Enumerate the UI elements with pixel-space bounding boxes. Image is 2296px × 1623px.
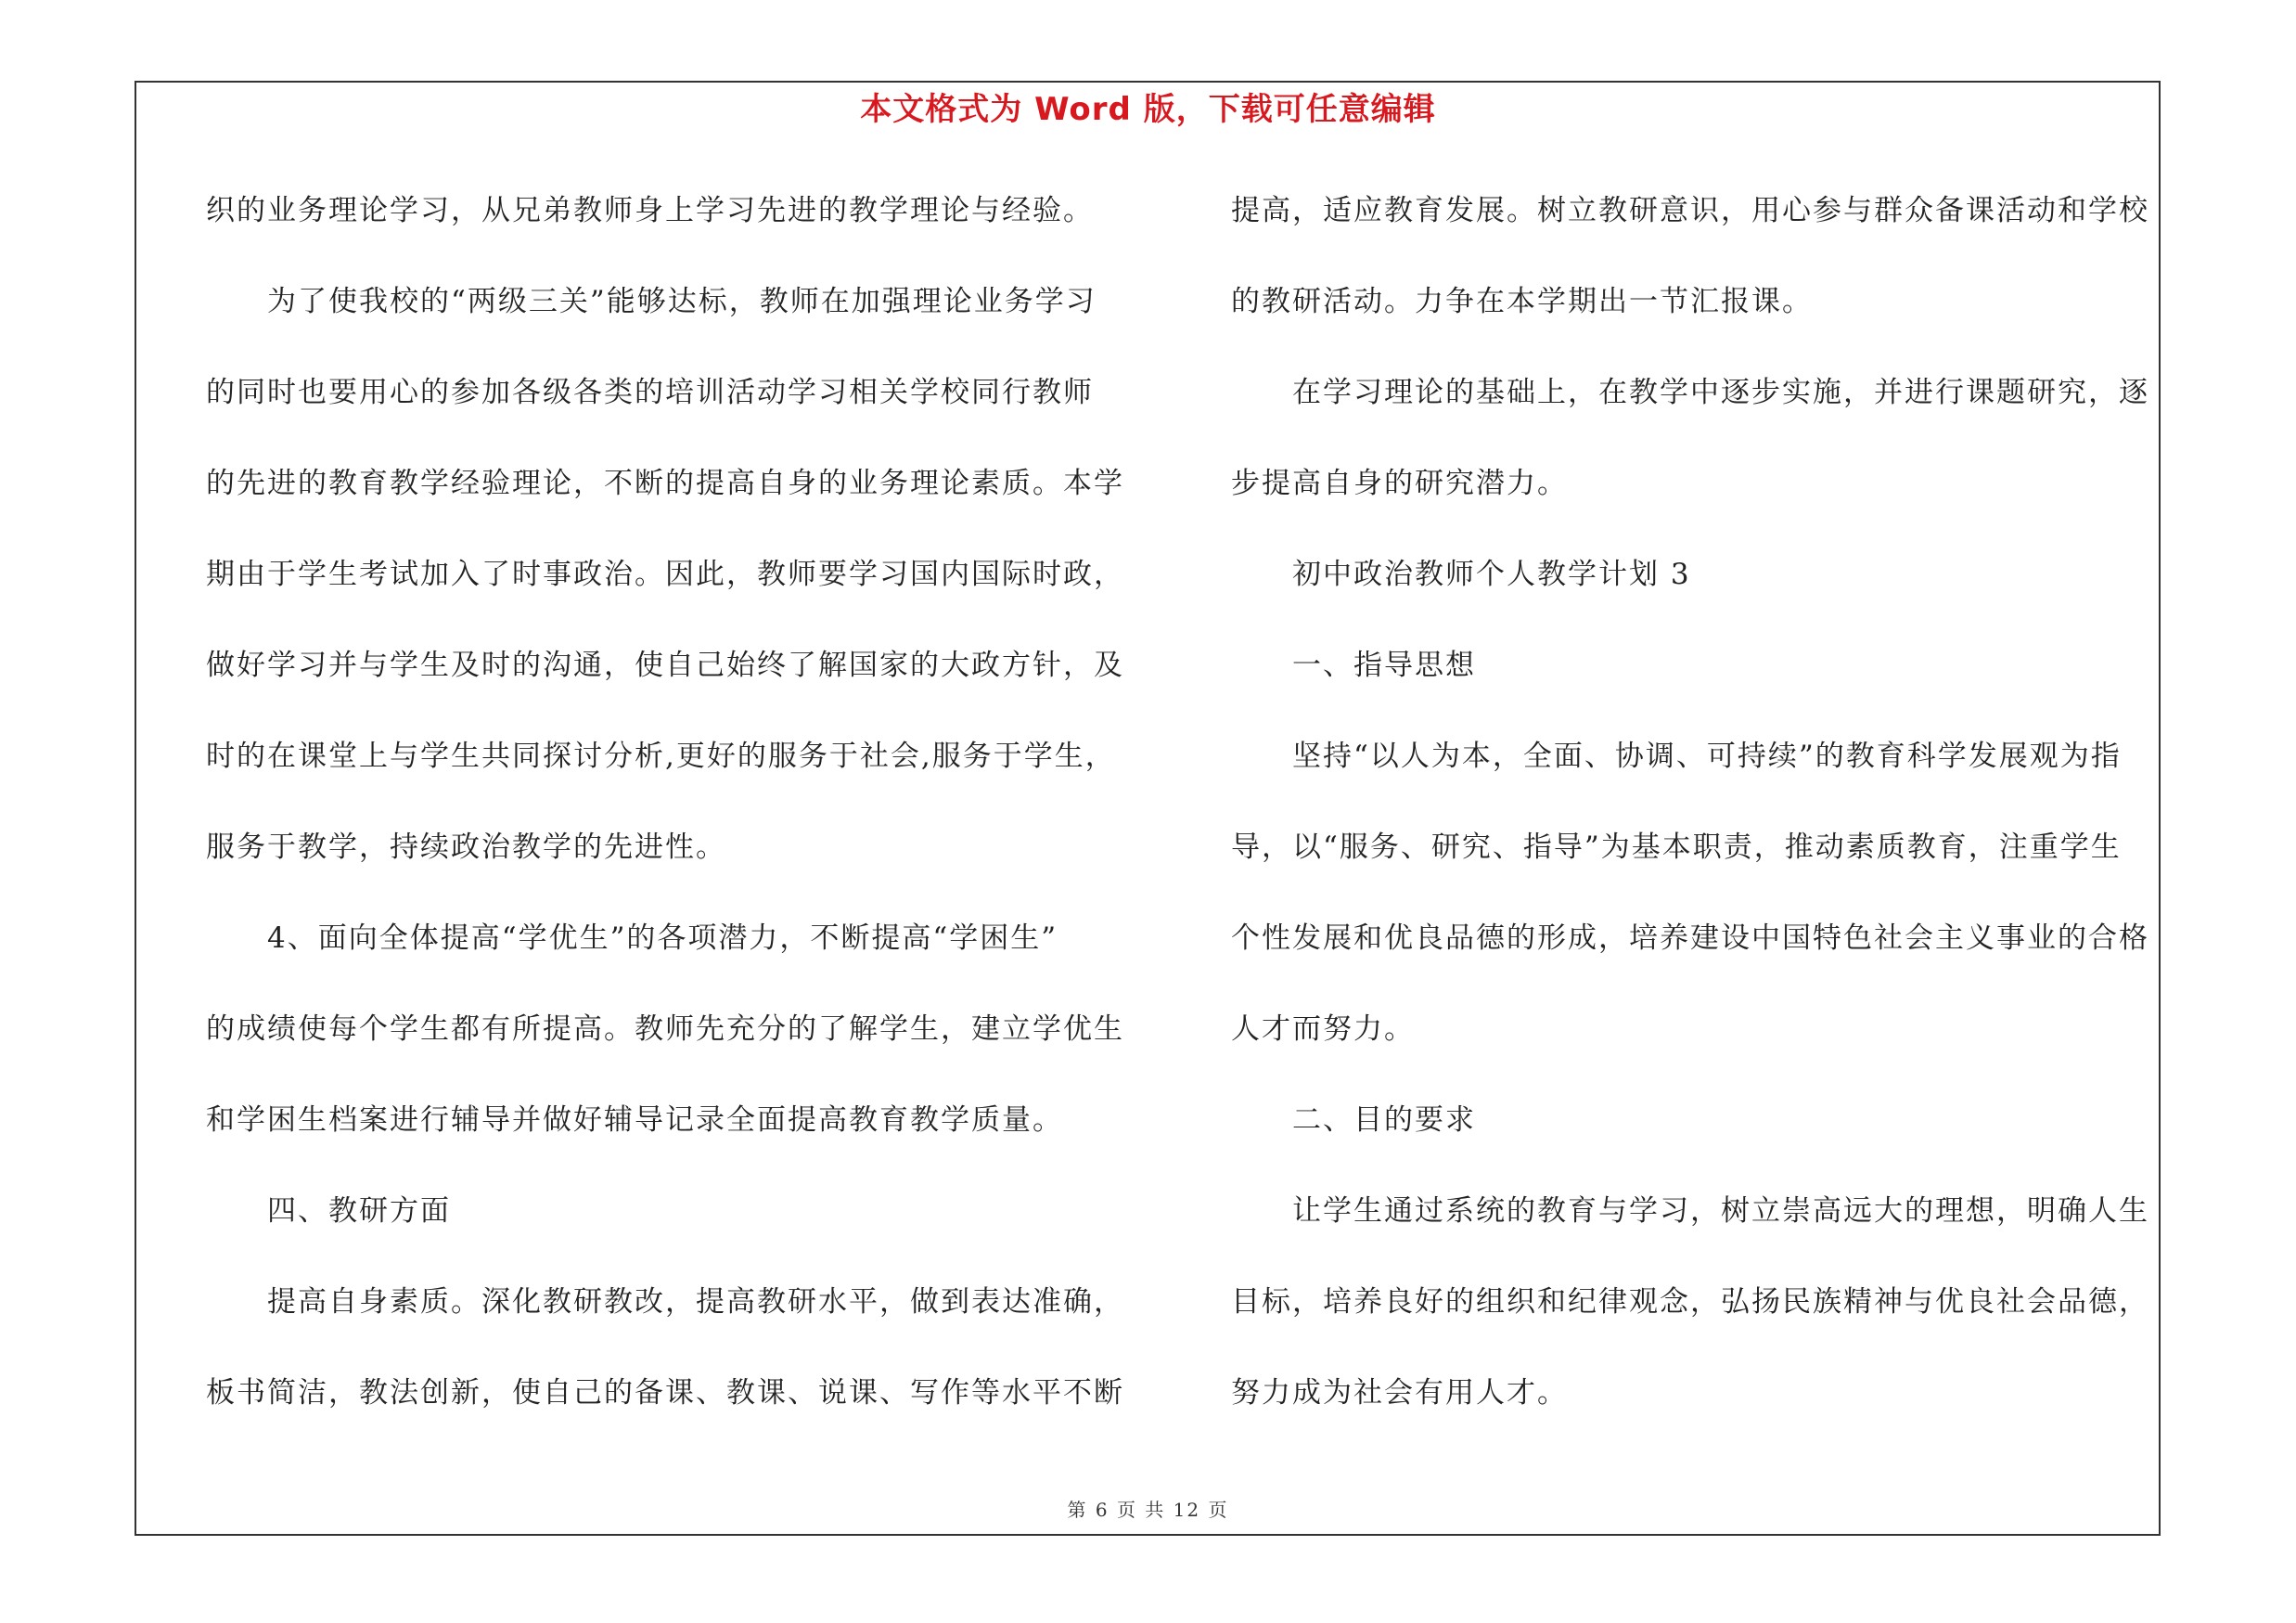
text-line: 和学困生档案进行辅导并做好辅导记录全面提高教育教学质量。 (206, 1103, 1063, 1137)
text-line: 时的在课堂上与学生共同探讨分析,更好的服务于社会,服务于学生， (206, 740, 1116, 773)
text-line: 导，以“服务、研究、指导”为基本职责，推动素质教育，注重学生 (1231, 831, 2122, 864)
text-line: 坚持“以人为本，全面、协调、可持续”的教育科学发展观为指 (1292, 740, 2122, 773)
page-number-footer: 第 6 页 共 12 页 (1067, 1499, 1229, 1521)
text-line: 提高自身素质。深化教研教改，提高教研水平，做到表达准确， (267, 1285, 1124, 1319)
text-line: 的教研活动。力争在本学期出一节汇报课。 (1231, 285, 1813, 318)
text-line: 服务于教学，持续政治教学的先进性。 (206, 831, 726, 864)
format-notice-banner: 本文格式为 Word 版，下载可任意编辑 (860, 91, 1436, 128)
text-line: 的先进的教育教学经验理论，不断的提高自身的业务理论素质。本学 (206, 467, 1124, 500)
text-line: 板书简洁，教法创新，使自己的备课、教课、说课、写作等水平不断 (206, 1376, 1124, 1410)
text-line: 的成绩使每个学生都有所提高。教师先充分的了解学生，建立学优生 (206, 1012, 1124, 1046)
text-line: 让学生通过系统的教育与学习，树立崇高远大的理想，明确人生 (1292, 1194, 2149, 1228)
text-line: 努力成为社会有用人才。 (1231, 1376, 1568, 1410)
text-line: 的同时也要用心的参加各级各类的培训活动学习相关学校同行教师 (206, 376, 1094, 409)
text-line: 二、目的要求 (1292, 1103, 1476, 1137)
text-line: 织的业务理论学习，从兄弟教师身上学习先进的教学理论与经验。 (206, 194, 1094, 227)
text-line: 期由于学生考试加入了时事政治。因此，教师要学习国内国际时政， (206, 558, 1124, 591)
text-line: 做好学习并与学生及时的沟通，使自己始终了解国家的大政方针，及 (206, 649, 1124, 682)
text-line: 个性发展和优良品德的形成，培养建设中国特色社会主义事业的合格 (1231, 921, 2149, 955)
text-line: 为了使我校的“两级三关”能够达标，教师在加强理论业务学习 (267, 285, 1097, 318)
text-line: 一、指导思想 (1292, 649, 1476, 682)
text-line: 提高，适应教育发展。树立教研意识，用心参与群众备课活动和学校 (1231, 194, 2149, 227)
text-line: 四、教研方面 (267, 1194, 451, 1228)
text-line: 初中政治教师个人教学计划 3 (1292, 558, 1691, 591)
text-line: 目标，培养良好的组织和纪律观念，弘扬民族精神与优良社会品德， (1231, 1285, 2149, 1319)
text-line: 在学习理论的基础上，在教学中逐步实施，并进行课题研究，逐 (1292, 376, 2149, 409)
text-line: 4、面向全体提高“学优生”的各项潜力，不断提高“学困生” (267, 921, 1058, 955)
left-text-column (206, 181, 1134, 1454)
text-line: 步提高自身的研究潜力。 (1231, 467, 1568, 500)
text-line: 人才而努力。 (1231, 1012, 1415, 1046)
right-text-column (1231, 181, 2159, 1454)
